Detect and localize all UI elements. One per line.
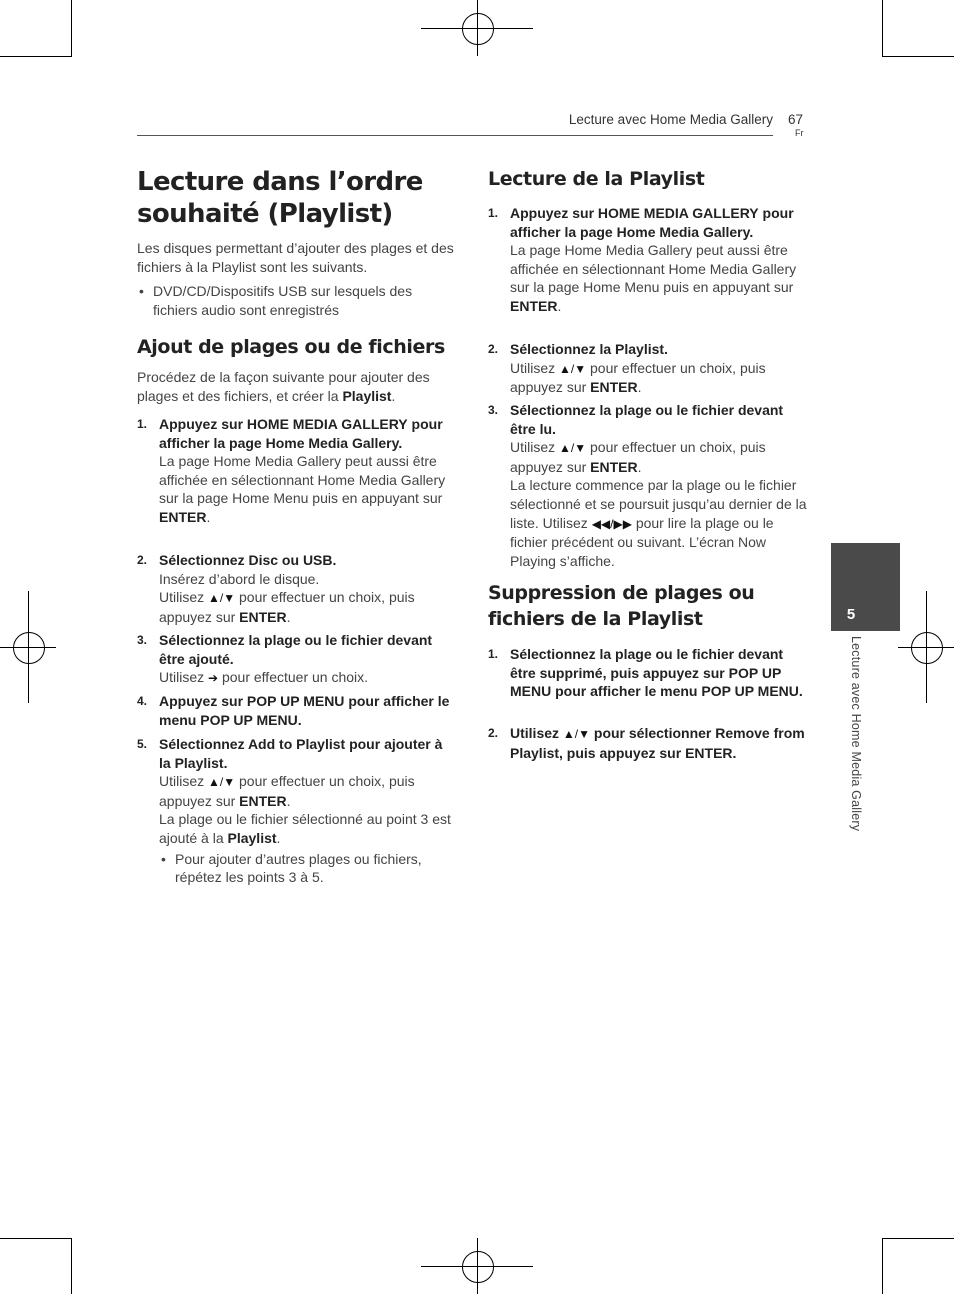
up-down-arrow-icon: ▲/▼ [208,591,236,606]
section-heading-delete-line2: fichiers de la Playlist [488,608,703,630]
right-arrow-icon: ➔ [208,671,219,686]
step-3: 3. Sélectionnez la plage ou le fichier devant être ajouté. Utilisez ➔ pour effectuer un choix. [137,632,433,686]
list-item: • Pour ajouter d’autres plages ou fichiers, répétez les points 3 à 5. [159,850,455,887]
step-1: 1. Sélectionnez la plage ou le fichier devant être supprimé, puis appuyez sur POP UP MENU pour afficher le menu POP UP MENU. [488,646,803,700]
page-title-line1: Lecture dans l’ordre [137,167,423,197]
up-down-arrow-icon: ▲/▼ [559,441,587,456]
running-header: Lecture avec Home Media Gallery [568,112,773,127]
up-down-arrow-icon: ▲/▼ [208,775,236,790]
section-intro: Procédez de la façon suivante pour ajouter des plages et des fichiers, et créer la Playlist. [137,369,430,404]
up-down-arrow-icon: ▲/▼ [562,727,590,741]
list-item: • DVD/CD/Dispositifs USB sur lesquels des fichiers audio sont enregistrés [137,282,455,319]
up-down-arrow-icon: ▲/▼ [559,361,587,376]
step-1: 1. Appuyez sur HOME MEDIA GALLERY pour afficher la page Home Media Gallery. La page Home Media Gallery peut aussi être affichée en sélectionnant Home Media Gallery sur la page Home Menu puis en appuyant sur ENTER. [488,205,797,314]
step-5: 5. Sélectionnez Add to Playlist pour ajouter à la Playlist. Utilisez ▲/▼ pour effectuer un choix, puis appuyez sur ENTER. La plage ou le fichier sélectionné au point 3 est ajouté à la Playlist. • Pour ajouter d’autres plages ou fichiers, répétez les points 3 à 5. [137,735,455,887]
prev-next-icon: ◀◀/▶▶ [591,516,632,531]
step-2: 2. Sélectionnez la Playlist. Utilisez ▲/▼ pour effectuer un choix, puis appuyez sur ENTER. [488,341,766,396]
language-code: Fr [795,128,804,138]
section-heading-play: Lecture de la Playlist [488,168,705,190]
page-title [137,166,467,230]
page-number: 67 [788,112,804,127]
section-heading-add: Ajout de plages ou de fichiers [137,336,445,358]
chapter-number: 5 [846,606,856,623]
step-2: 2. Sélectionnez Disc ou USB. Insérez d’abord le disque. Utilisez ▲/▼ pour effectuer un choix, puis appuyez sur ENTER. [137,552,415,625]
section-heading-delete [488,580,818,632]
header-rule [137,135,773,136]
intro-text: Les disques permettant d’ajouter des plages et des fichiers à la Playlist sont les suivants. [137,240,454,275]
page-title-line2: souhaité (Playlist) [137,199,393,229]
step-1: 1. Appuyez sur HOME MEDIA GALLERY pour afficher la page Home Media Gallery. La page Home Media Gallery peut aussi être affichée en sélectionnant Home Media Gallery sur la page Home Menu puis en appuyant sur ENTER. [137,416,446,525]
step-4: 4. Appuyez sur POP UP MENU pour afficher le menu POP UP MENU. [137,693,450,728]
chapter-side-label: Lecture avec Home Media Gallery [849,636,863,832]
section-heading-delete-line1: Suppression de plages ou [488,582,755,604]
step-3: 3. Sélectionnez la plage ou le fichier devant être lu. Utilisez ▲/▼ pour effectuer un choix, puis appuyez sur ENTER. La lecture commence par la plage ou le fichier sélectionné et se poursuit jusqu’au dernier de la liste. Utilisez ◀◀/▶▶ pour lire la plage ou le fichier précédent ou suivant. L’écran Now Playing s’affiche. [488,402,807,569]
step-2: 2. Utilisez ▲/▼ pour sélectionner Remove from Playlist, puis appuyez sur ENTER. [488,725,805,761]
